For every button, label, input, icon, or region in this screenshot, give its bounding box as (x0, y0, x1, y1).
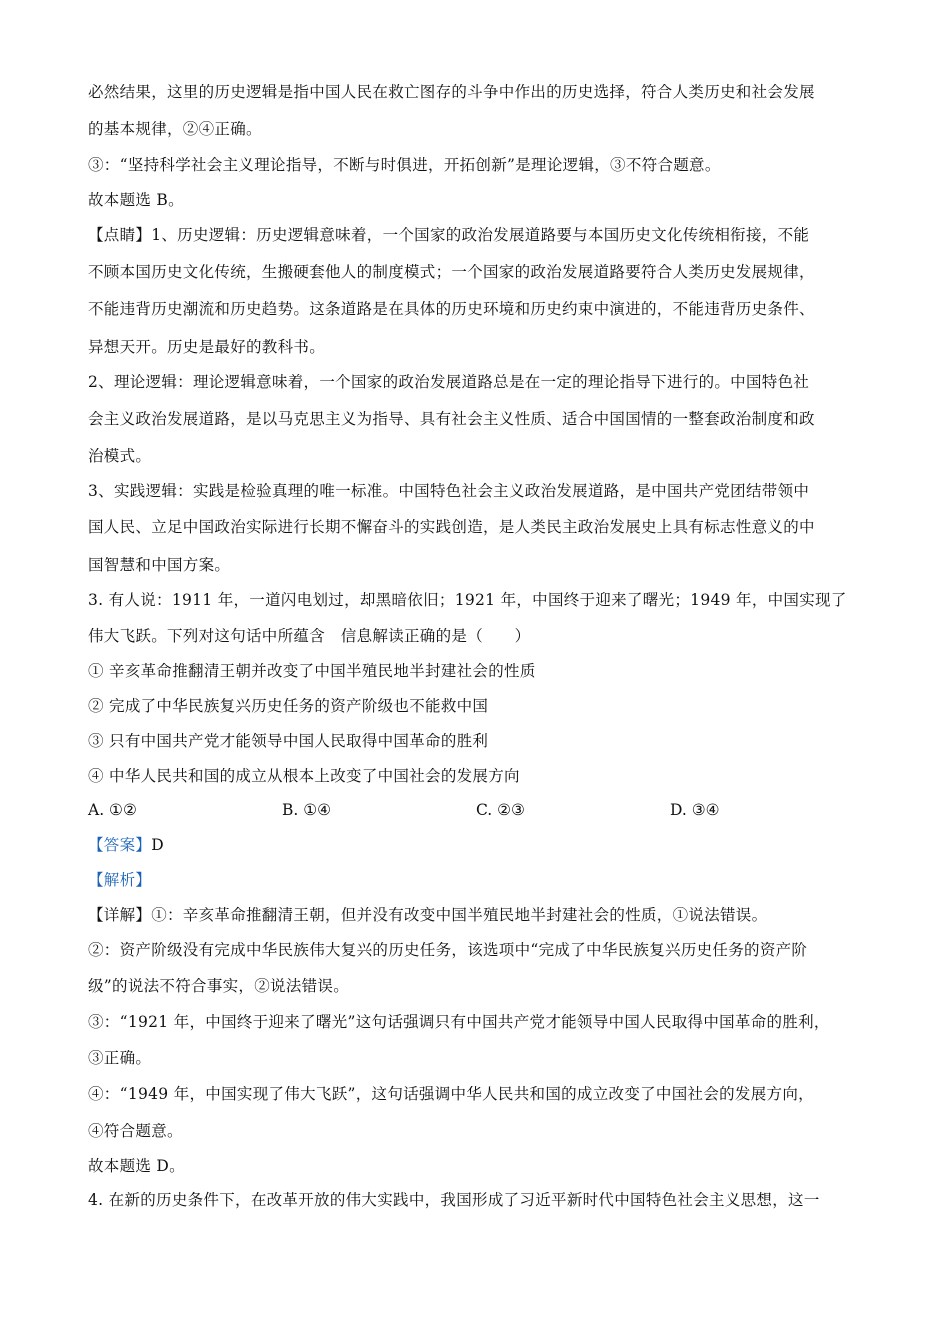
text-line: 的基本规律，②④正确。 (88, 120, 262, 138)
statement-4: ④ 中华人民共和国的成立从根本上改变了中国社会的发展方向 (88, 767, 520, 785)
text-line: 异想天开。历史是最好的教科书。 (88, 338, 326, 356)
statement-3: ③ 只有中国共产党才能领导中国人民取得中国革命的胜利 (88, 732, 489, 750)
option-a: A. ①② (88, 801, 137, 819)
text-line: 2、理论逻辑：理论逻辑意味着，一个国家的政治发展道路总是在一定的理论指导下进行的。中国特色社 (88, 373, 810, 391)
text-line: 级”的说法不符合事实，②说法错误。 (88, 977, 350, 995)
text-line: 故本题选 B。 (88, 191, 184, 209)
answer-line (88, 835, 868, 855)
text-line: 治模式。 (88, 447, 152, 465)
question-3-stem: 伟大飞跃。下列对这句话中所蕴含 信息解读正确的是（ ） (88, 627, 531, 645)
text-line: ④：“1949 年，中国实现了伟大飞跃”，这句话强调中华人民共和国的成立改变了中国社会的发展方向， (88, 1085, 814, 1103)
text-line: 3、实践逻辑：实践是检验真理的唯一标准。中国特色社会主义政治发展道路，是中国共产党团结带领中 (88, 482, 810, 500)
text-line: ②：资产阶级没有完成中华民族伟大复兴的历史任务，该选项中“完成了中华民族复兴历史任务的资产阶 (88, 941, 808, 959)
answer-value: D (151, 836, 164, 854)
text-line: 不顾本国历史文化传统，生搬硬套他人的制度模式；一个国家的政治发展道路要符合人类历史发展规律， (88, 263, 815, 281)
analysis-tag: 【解析】 (88, 871, 152, 889)
question-4-stem: 4. 在新的历史条件下，在改革开放的伟大实践中，我国形成了习近平新时代中国特色社会主义思想，这一 (88, 1191, 820, 1209)
text-line: 故本题选 D。 (88, 1157, 185, 1175)
statement-2: ② 完成了中华民族复兴历史任务的资产阶级也不能救中国 (88, 697, 489, 715)
detail-line (88, 905, 868, 925)
text-line: ③正确。 (88, 1049, 152, 1067)
text-line: 不能违背历史潮流和历史趋势。这条道路是在具体的历史环境和历史约束中演进的，不能违背历史条件、 (88, 300, 815, 318)
text-line: 国人民、立足中国政治实际进行长期不懈奋斗的实践创造，是人类民主政治发展史上具有标志性意义的中 (88, 518, 815, 536)
statement-1: ① 辛亥革命推翻清王朝并改变了中国半殖民地半封建社会的性质 (88, 662, 536, 680)
detail-text: ①：辛亥革命推翻清王朝，但并没有改变中国半殖民地半封建社会的性质，①说法错误。 (151, 906, 768, 924)
option-c: C. ②③ (476, 801, 525, 819)
text-line: 【点睛】1、历史逻辑：历史逻辑意味着，一个国家的政治发展道路要与本国历史文化传统相衔接，不能 (88, 226, 810, 244)
option-b: B. ①④ (282, 801, 332, 819)
option-d: D. ③④ (670, 801, 720, 819)
text-line: ④符合题意。 (88, 1122, 183, 1140)
question-3-stem: 3. 有人说：1911 年，一道闪电划过，却黑暗依旧；1921 年，中国终于迎来了曙光；1949 年，中国实现了 (88, 591, 847, 609)
text-line: 必然结果，这里的历史逻辑是指中国人民在救亡图存的斗争中作出的历史选择，符合人类历史和社会发展 (88, 83, 815, 101)
text-line: 国智慧和中国方案。 (88, 556, 231, 574)
text-line: ③：“1921 年，中国终于迎来了曙光”这句话强调只有中国共产党才能领导中国人民取得中国革命的胜利， (88, 1013, 830, 1031)
text-line: 会主义政治发展道路，是以马克思主义为指导、具有社会主义性质、适合中国国情的一整套政治制度和政 (88, 410, 815, 428)
text-line: ③：“坚持科学社会主义理论指导，不断与时俱进，开拓创新”是理论逻辑，③不符合题意。 (88, 156, 721, 174)
answer-tag: 【答案】 (88, 836, 152, 854)
detail-tag: 【详解】 (88, 906, 152, 924)
